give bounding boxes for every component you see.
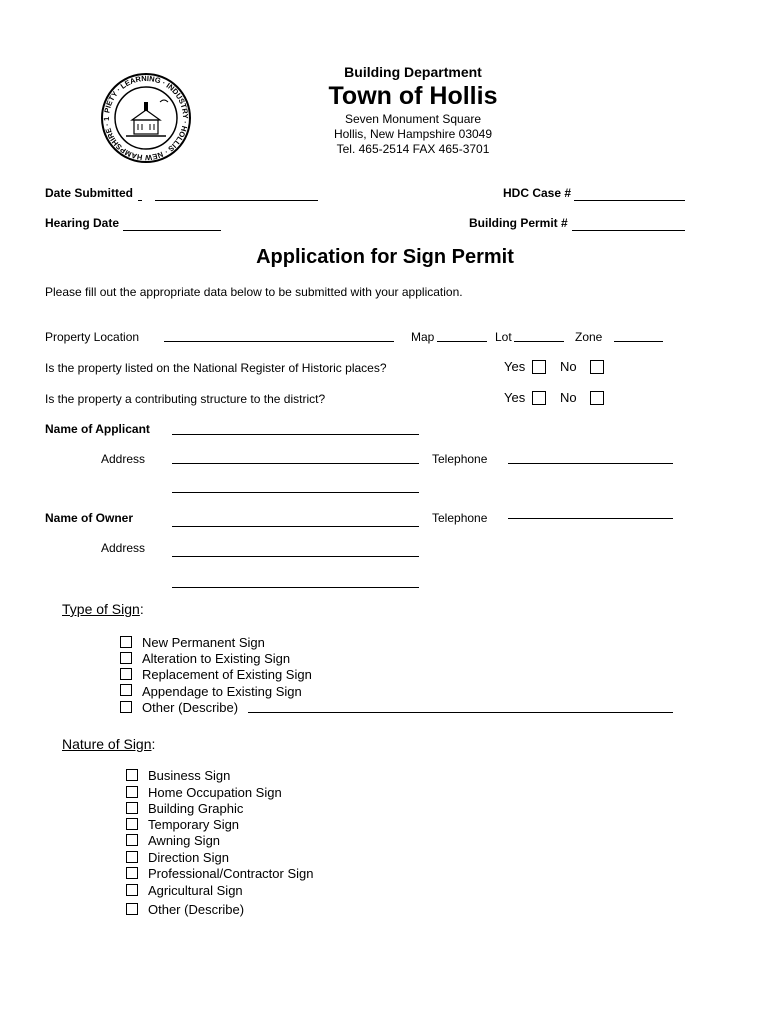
zone-field[interactable] (614, 341, 663, 342)
applicant-address-field-2[interactable] (172, 492, 419, 493)
town-phone-fax: Tel. 465-2514 FAX 465-3701 (336, 142, 490, 156)
map-label: Map (411, 330, 435, 344)
type-replacement-label: Replacement of Existing Sign (142, 667, 312, 682)
contributing-structure-yes-checkbox[interactable] (532, 391, 546, 405)
seal-graphic (100, 72, 192, 164)
type-appendage-checkbox[interactable] (120, 684, 132, 696)
town-name: Town of Hollis (328, 82, 498, 110)
nature-temporary-label: Temporary Sign (148, 817, 240, 832)
type-alteration-label: Alteration to Existing Sign (142, 651, 291, 666)
hdc-case-label: HDC Case # (503, 186, 572, 200)
nature-building-graphic-label: Building Graphic (148, 801, 244, 816)
type-of-sign-heading (62, 601, 144, 617)
nature-direction-label: Direction Sign (148, 850, 229, 865)
date-submitted-underscore (138, 200, 142, 201)
type-other-label: Other (Describe) (142, 700, 239, 715)
nature-awning-checkbox[interactable] (126, 834, 138, 846)
nature-building-graphic-checkbox[interactable] (126, 802, 138, 814)
zone-label: Zone (575, 330, 603, 344)
nature-home-occupation-checkbox[interactable] (126, 786, 138, 798)
nature-home-occupation-label: Home Occupation Sign (148, 785, 282, 800)
form-title: Application for Sign Permit (256, 246, 514, 268)
town-seal (100, 72, 192, 164)
applicant-name-field[interactable] (172, 434, 419, 435)
property-location-field[interactable] (164, 341, 394, 342)
type-appendage-label: Appendage to Existing Sign (142, 684, 302, 699)
nature-other-checkbox[interactable] (126, 903, 138, 915)
national-register-no-checkbox[interactable] (590, 360, 604, 374)
hearing-date-field[interactable] (123, 230, 221, 231)
lot-field[interactable] (514, 341, 564, 342)
map-field[interactable] (437, 341, 487, 342)
type-new-permanent-checkbox[interactable] (120, 636, 132, 648)
nature-professional-contractor-checkbox[interactable] (126, 867, 138, 879)
owner-name-label: Name of Owner (45, 511, 134, 525)
national-register-no-label: No (560, 359, 577, 374)
applicant-telephone-field[interactable] (508, 463, 673, 464)
type-replacement-checkbox[interactable] (120, 668, 132, 680)
applicant-telephone-label: Telephone (432, 452, 488, 466)
contributing-structure-no-label: No (560, 390, 577, 405)
nature-awning-label: Awning Sign (148, 833, 221, 848)
type-alteration-checkbox[interactable] (120, 652, 132, 664)
town-address-line2: Hollis, New Hampshire 03049 (333, 127, 493, 141)
nature-agricultural-checkbox[interactable] (126, 884, 138, 896)
national-register-question: Is the property listed on the National Register of Historic places? (45, 361, 387, 375)
building-permit-field[interactable] (572, 230, 685, 231)
type-other-describe-field[interactable] (248, 712, 673, 713)
hdc-case-field[interactable] (574, 200, 685, 201)
owner-address-label: Address (101, 541, 146, 555)
seal-ring-text: PIETY · LEARNING · INDUSTRY · HOLLIS · NEW HAMPSHIRE · 1 (101, 73, 191, 163)
property-location-label: Property Location (45, 330, 140, 344)
instructions: Please fill out the appropriate data below to be submitted with your application. (45, 285, 463, 299)
type-of-sign-colon: : (139, 601, 144, 617)
owner-address-field-1[interactable] (172, 556, 419, 557)
lot-label: Lot (495, 330, 512, 344)
nature-of-sign-heading (62, 736, 155, 752)
type-other-checkbox[interactable] (120, 701, 132, 713)
owner-telephone-field[interactable] (508, 518, 673, 519)
owner-address-field-2[interactable] (172, 587, 419, 588)
contributing-structure-question: Is the property a contributing structure to the district? (45, 392, 326, 406)
date-submitted-label: Date Submitted (45, 186, 134, 200)
hearing-date-label: Hearing Date (45, 216, 120, 230)
nature-business-checkbox[interactable] (126, 769, 138, 781)
national-register-yes-checkbox[interactable] (532, 360, 546, 374)
nature-agricultural-label: Agricultural Sign (148, 883, 243, 898)
department-name: Building Department (344, 64, 482, 80)
owner-name-field[interactable] (172, 526, 419, 527)
town-address-line1: Seven Monument Square (344, 112, 482, 126)
applicant-address-field-1[interactable] (172, 463, 419, 464)
type-of-sign-heading-text: Type of Sign (62, 601, 140, 617)
national-register-yes-label: Yes (504, 359, 526, 374)
nature-temporary-checkbox[interactable] (126, 818, 138, 830)
contributing-structure-no-checkbox[interactable] (590, 391, 604, 405)
date-submitted-field[interactable] (155, 200, 318, 201)
nature-other-label: Other (Describe) (148, 902, 245, 917)
nature-professional-contractor-label: Professional/Contractor Sign (148, 866, 314, 881)
nature-of-sign-colon: : (151, 736, 156, 752)
building-permit-label: Building Permit # (469, 216, 568, 230)
applicant-address-label: Address (101, 452, 146, 466)
contributing-structure-yes-label: Yes (504, 390, 526, 405)
type-new-permanent-label: New Permanent Sign (142, 635, 265, 650)
nature-direction-checkbox[interactable] (126, 851, 138, 863)
nature-business-label: Business Sign (148, 768, 231, 783)
nature-of-sign-heading-text: Nature of Sign (62, 736, 152, 752)
owner-telephone-label: Telephone (432, 511, 488, 525)
applicant-name-label: Name of Applicant (45, 422, 150, 436)
